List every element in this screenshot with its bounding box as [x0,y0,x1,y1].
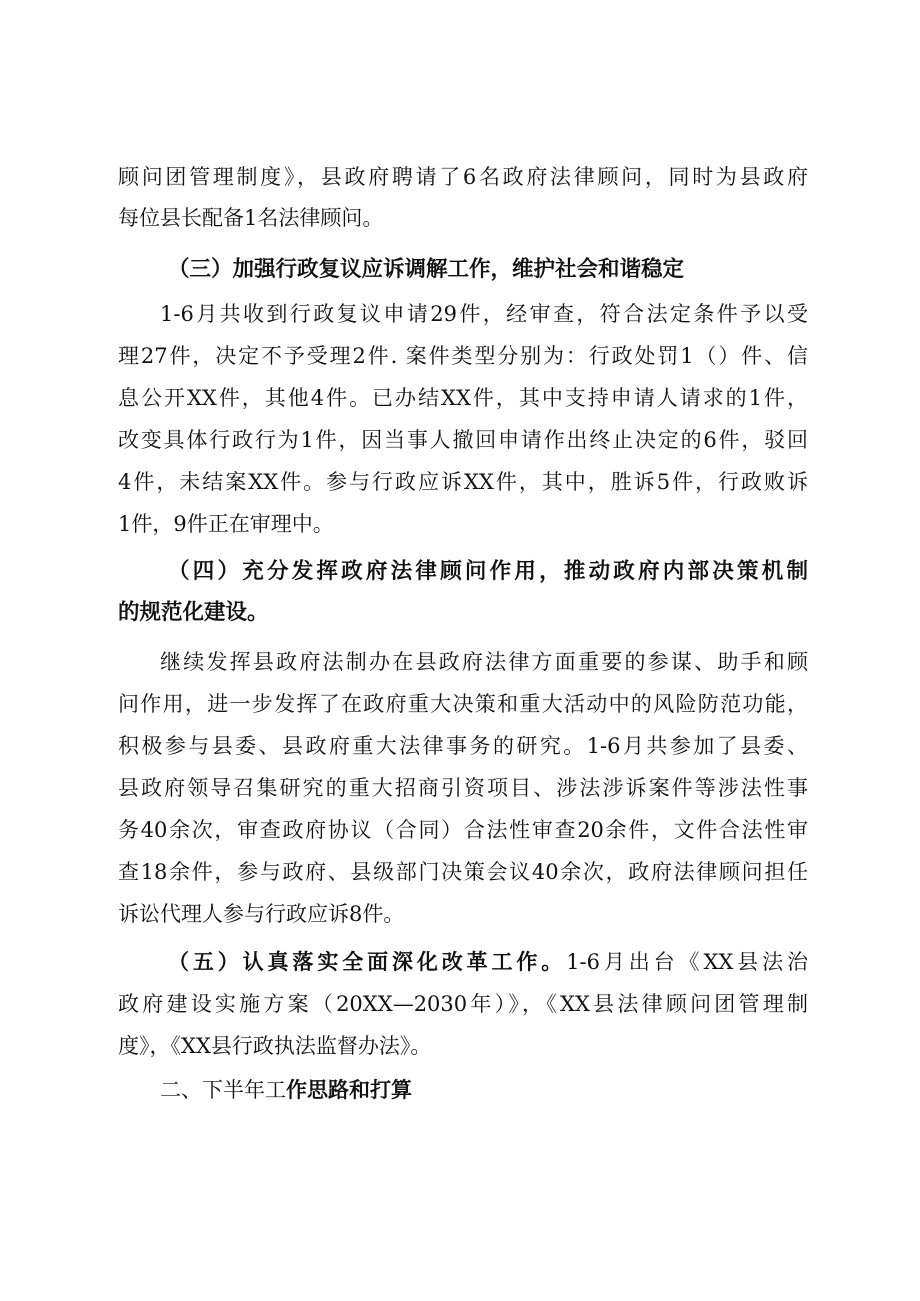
section-heading-5: （五）认真落实全面深化改革工作。 [168,950,567,974]
paragraph-line: 问作用，进一步发挥了在政府重大决策和重大活动中的风险防范功能， [118,692,808,716]
paragraph-line: 务40余次，审查政府协议（合同）合法性审查20余件，文件合法性审 [118,818,808,842]
section-2-heading [160,1073,808,1107]
paragraph-text: 1-6月出台《XX县法治 [566,950,808,974]
paragraph-line: 1-6月共收到行政复议申请29件，经审查，符合法定条件予以受 [160,302,808,326]
paragraph-line: 政府建设实施方案（20XX—2030年）》，《XX县法律顾问团管理制 [118,992,808,1016]
paragraph-line: 4件，未结案XX件。参与行政应诉XX件，其中，胜诉5件，行政败诉 [118,470,808,494]
paragraph-line: 理27件，决定不予受理2件. 案件类型分别为：行政处罚1（）件、信 [118,344,808,368]
paragraph-line: 诉讼代理人参与行政应诉8件。 [118,902,405,926]
paragraph-line: 县政府领导召集研究的重大招商引资项目、涉法涉诉案件等涉法性事 [118,776,808,800]
section-2-title: 作思路和打算 [286,1078,412,1102]
paragraph-line: 1件，9件正在审理中。 [118,512,334,536]
paragraph-line: 度》，《XX县行政执法监督办法》。 [118,1034,432,1058]
paragraph-line: 顾问团管理制度》，县政府聘请了6名政府法律顾问，同时为县政府 [118,165,808,189]
paragraph-line: 继续发挥县政府法制办在县政府法律方面重要的参谋、助手和顾 [160,650,808,674]
paragraph-line: 查18余件，参与政府、县级部门决策会议40余次，政府法律顾问担任 [118,860,808,884]
paragraph-line: 每位县长配备1名法律顾问。 [118,206,384,230]
paragraph-line: 积极参与县委、县政府重大法律事务的研究。1-6月共参加了县委、 [118,734,808,758]
paragraph-line: 息公开XX件，其他4件。已办结XX件，其中支持申请人请求的1件， [118,386,808,410]
section-2-prefix: 二、下半年工 [160,1078,286,1102]
section-heading-3: （三）加强行政复议应诉调解工作，维护社会和谐稳定 [168,257,685,282]
paragraph-line: 改变具体行政行为1件，因当事人撤回申请作出终止决定的6件，驳回 [118,428,808,452]
section-heading-5-line [168,945,808,979]
section-heading-4: （四）充分发挥政府法律顾问作用，推动政府内部决策机制 [168,559,808,584]
section-heading-4-cont: 的规范化建设。 [118,600,269,625]
